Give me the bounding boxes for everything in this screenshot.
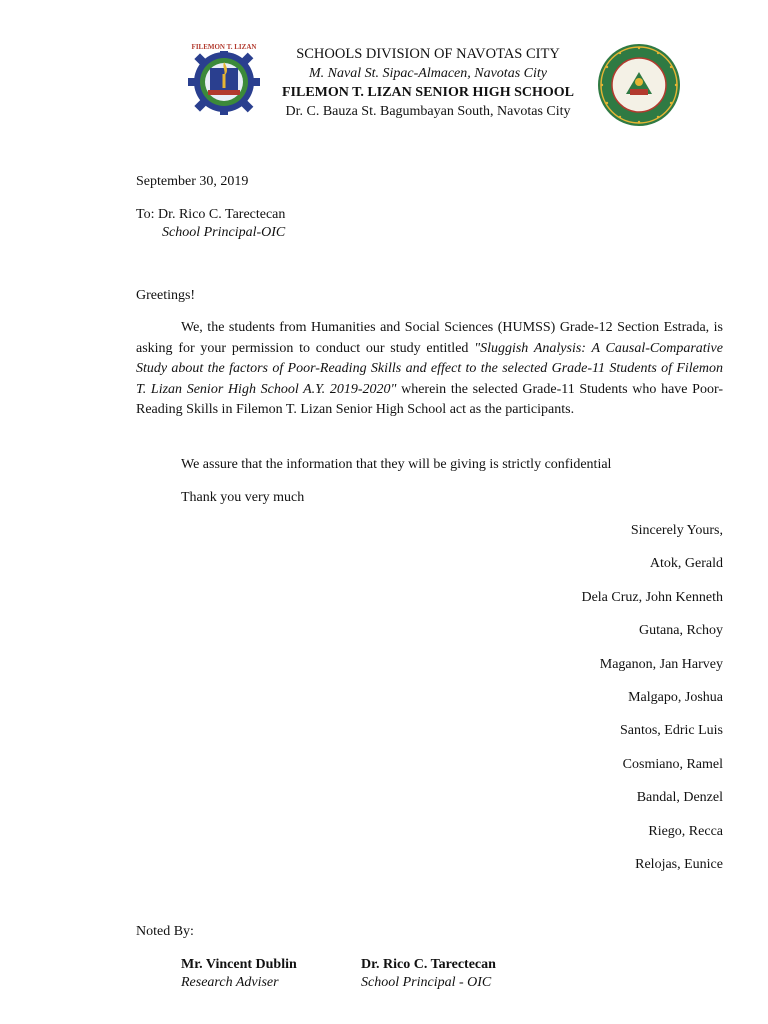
signatory-name: Relojas, Eunice [635,856,723,872]
confidentiality-statement: We assure that the information that they will be giving is strictly confidential [181,457,612,472]
recipient-line: To: Dr. Rico C. Tarectecan [136,207,286,222]
division-name: SCHOOLS DIVISION OF NAVOTAS CITY [296,46,560,62]
signature-block [581,521,723,888]
letter-body [136,318,723,421]
signatory-name: Gutana, Rchoy [639,623,723,639]
school-name: FILEMON T. LIZAN SENIOR HIGH SCHOOL [282,85,574,100]
signatory-name: Santos, Edric Luis [619,723,723,739]
signatory-name: Riego, Recca [648,823,723,839]
signatory-name: Bandal, Denzel [636,790,723,806]
noted-by-label: Noted By: [136,924,194,939]
signatory-name: Malgapo, Joshua [628,689,723,705]
division-address: M. Naval St. Sipac-Almacen, Navotas City [309,66,547,81]
thank-you-line: Thank you very much [181,490,305,505]
signatory-name: Atok, Gerald [649,556,723,572]
letter-date: September 30, 2019 [136,174,249,189]
signatory-name: Maganon, Jan Harvey [599,656,723,672]
adviser-signature [181,956,297,992]
closing-salutation: Sincerely Yours, [630,523,723,538]
school-address: Dr. C. Bauza St. Bagumbayan South, Navotas City [285,104,571,119]
body-intro: We, the students from Humanities and Social Sciences (HUMSS) Grade-12 Section Estrada, is asking for your permission to conduct our study entitled [136,320,723,356]
logo-text: FILEMON T. LIZAN [191,43,257,51]
letterhead [250,45,606,121]
signatory-name: Cosmiano, Ramel [622,756,723,772]
adviser-name: Mr. Vincent Dublin [181,957,297,972]
principal-name: Dr. Rico C. Tarectecan [361,957,496,972]
signatory-name: Dela Cruz, John Kenneth [581,589,723,605]
greeting: Greetings! [136,288,196,303]
principal-role: School Principal - OIC [361,975,492,990]
body-conclusion: wherein the selected Grade-11 Students who have Poor-Reading Skills in Filemon T. Lizan Senior High School act as the participants. [136,381,723,417]
principal-signature [361,956,496,992]
adviser-role: Research Adviser [181,975,279,990]
division-seal [596,42,682,128]
study-title: "Sluggish Analysis: A Causal-Comparative Study about the factors of Poor-Reading Skills and effect to the selected Grade-11 Students of Filemon T. Lizan Senior High School A.Y. 2019-2020" [136,340,723,397]
recipient-title: School Principal-OIC [162,225,286,240]
